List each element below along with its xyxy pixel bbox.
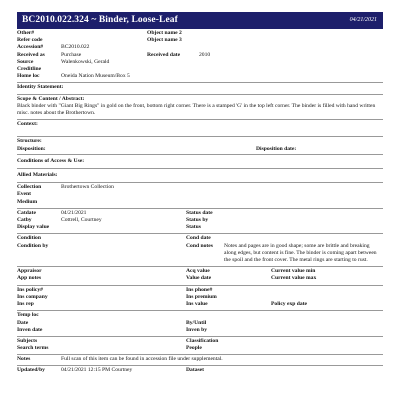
status-date-label: Status date xyxy=(186,209,213,216)
scope-content-label: Scope & Content / Abstract: xyxy=(17,95,85,102)
subjects-label: Subjects xyxy=(17,337,38,344)
cond-notes-value: Notes and pages are in good shape; some are brittle and breaking along edges, but content is fine. The binder is coming apart between the spoil and the front cover. The metal rings are starting to rust. xyxy=(224,242,377,264)
cataloged-by-label: Catby xyxy=(17,217,32,224)
updated-by-value: 04/21/2021 12:15 PM Courtney xyxy=(61,366,133,373)
policy-exp-date-label: Policy exp date xyxy=(271,301,308,308)
classification-label: Classification xyxy=(186,337,219,344)
refer-code-label: Refer code xyxy=(17,37,43,44)
record-date: 04/21/2021 xyxy=(349,16,377,23)
ins-phone-label: Ins phone# xyxy=(186,286,213,293)
accession-number-value: BC2010.022 xyxy=(61,44,90,51)
condition-by-label: Condition by xyxy=(17,242,49,249)
current-value-max-label: Current value max xyxy=(271,275,317,282)
cataloged-by-value: Cottrell, Courtney xyxy=(61,217,102,224)
creditline-label: Creditline xyxy=(17,66,42,73)
acq-value-label: Acq value xyxy=(186,268,210,275)
other-number-label: Other# xyxy=(17,30,35,36)
dataset-label: Dataset xyxy=(186,366,205,373)
ins-premium-label: Ins premium xyxy=(186,293,217,300)
record-title: BC2010.022.324 ~ Binder, Loose-Leaf xyxy=(22,14,178,25)
by-until-label: By/Until xyxy=(186,319,207,326)
status-by-label: Status by xyxy=(186,217,209,224)
received-date-value: 2010 xyxy=(199,51,211,58)
date-label: Date xyxy=(17,319,29,326)
ins-company-label: Ins company xyxy=(17,293,48,300)
catdate-value: 04/21/2021 xyxy=(61,209,87,216)
notes-value: Full scan of this item can be found in accession file under supplemental. xyxy=(61,356,223,363)
ins-rep-label: Ins rep xyxy=(17,301,34,308)
structure-label: Structure: xyxy=(17,138,42,145)
notes-label: Notes xyxy=(17,356,31,363)
identity-statement-label: Identity Statement: xyxy=(17,84,64,91)
received-date-label: Received date xyxy=(147,51,181,58)
ins-value-label: Ins value xyxy=(186,301,208,308)
event-label: Event xyxy=(17,191,31,198)
people-label: People xyxy=(186,345,202,352)
app-notes-label: App notes xyxy=(17,275,42,282)
status-label: Status xyxy=(186,224,201,231)
collection-value: Brothertown Collection xyxy=(61,184,114,191)
record-header xyxy=(17,12,383,29)
cond-notes-label: Cond notes xyxy=(186,242,213,249)
ins-policy-label: Ins policy# xyxy=(17,286,43,293)
inven-date-label: Inven date xyxy=(17,326,43,333)
medium-label: Medium xyxy=(17,198,38,205)
inven-by-label: Inven by xyxy=(186,326,207,333)
home-location-value: Oneida Nation Museum/Box 5 xyxy=(61,73,130,80)
search-terms-label: Search terms xyxy=(17,345,49,352)
disposition-label: Disposition: xyxy=(17,145,46,152)
received-as-value: Purchase xyxy=(61,51,82,58)
received-as-label: Received as xyxy=(17,51,45,58)
display-value-label: Display value xyxy=(17,224,50,231)
allied-materials-label: Allied Materials: xyxy=(17,172,58,179)
object-name-2-label: Object name 2 xyxy=(147,30,182,36)
value-date-label: Value date xyxy=(186,275,212,282)
context-label: Context: xyxy=(17,121,38,128)
source-value: Walenkowski, Gerald xyxy=(61,58,110,65)
disposition-date-label: Disposition date: xyxy=(256,145,297,152)
accession-number-label: Accession# xyxy=(17,44,44,51)
source-label: Source xyxy=(17,58,34,65)
appraisor-label: Appraisor xyxy=(17,268,42,275)
catdate-label: Catdate xyxy=(17,209,36,216)
home-location-label: Home loc xyxy=(17,73,40,80)
updated-by-label: Updated/by xyxy=(17,366,45,373)
temp-loc-label: Temp loc xyxy=(17,312,39,319)
condition-label: Condition xyxy=(17,235,41,242)
conditions-of-access-label: Conditions of Access & Use: xyxy=(17,157,85,164)
cond-date-label: Cond date xyxy=(186,235,211,242)
current-value-min-label: Current value min xyxy=(271,268,316,275)
scope-content-value: Black binder with "Giant Big Rings" in gold on the front, bottom right corner. There is a stamped 'G' in the top left corner. The binder is filled with hand written misc. notes about the Brothertown. xyxy=(17,102,376,117)
object-name-3-label: Object name 3 xyxy=(147,37,182,44)
collection-label: Collection xyxy=(17,184,42,191)
